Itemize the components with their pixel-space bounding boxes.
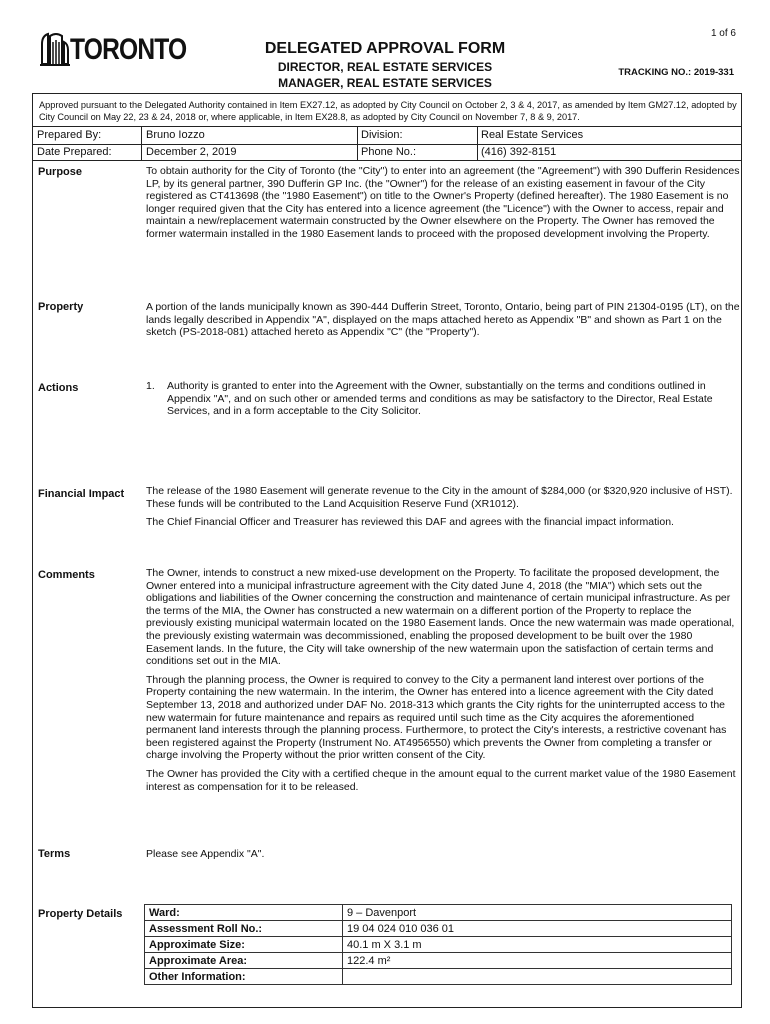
phone-value: (416) 392-8151 bbox=[481, 146, 557, 158]
property-detail-key: Approximate Area: bbox=[145, 953, 343, 969]
divider bbox=[141, 126, 142, 160]
tracking-number: TRACKING NO.: 2019-331 bbox=[618, 67, 734, 78]
property-detail-key: Assessment Roll No.: bbox=[145, 921, 343, 937]
form-frame bbox=[32, 93, 742, 1008]
property-label: Property bbox=[38, 301, 84, 313]
terms-text: Please see Appendix "A". bbox=[146, 848, 265, 860]
date-prepared-value: December 2, 2019 bbox=[146, 146, 237, 158]
purpose-text: To obtain authority for the City of Toronto (the "City") to enter into an agreement (the "Agreement") with 390 Dufferin Residences LP, by its general partner, 390 Dufferin GP Inc. (the "Owner") for the release of an existing easement in favour of the City registered as CT413698 (the "1980 Easement") on title to the Owner's Property (defined hereafter). The 1980 Easement is no longer required given that the City has entered into a licence agreement (the "Licence") with the Owner to access, repair and maintain a new/replacement watermain constructed by the Owner elsewhere on the Property. The Owner has removed the former watermain installed in the 1980 Easement lands to proceed with the proposed development involving the Property. bbox=[146, 165, 740, 240]
property-detail-value: 9 – Davenport bbox=[343, 905, 732, 921]
comments-paragraph: The Owner, intends to construct a new mixed-use development on the Property. To facilitate the proposed development, the Owner entered into a municipal infrastructure agreement with the City dated June 4, 2018 (the "MIA") which sets out the obligations and liabilities of the Owner concerning the construction and maintenance of certain municipal infrastructure. As per the terms of the MIA, the Owner has constructed a new watermain on a different portion of the Property to replace the previously existing municipal watermain located on the 1980 Easement lands. Once the new watermain was made operational, the previously existing watermain was decommissioned, enabling the proposed development to be built over the 1980 Easement lands. In the future, the City will take ownership of the new watermain upon the satisfaction of certain terms and conditions set out in the MIA. bbox=[146, 567, 735, 668]
table-row bbox=[145, 953, 732, 969]
comments-text bbox=[146, 567, 740, 799]
division-label: Division: bbox=[361, 129, 403, 141]
property-detail-key: Ward: bbox=[145, 905, 343, 921]
property-detail-key: Other Information: bbox=[145, 969, 343, 985]
form-title: DELEGATED APPROVAL FORM bbox=[264, 40, 506, 57]
financial-impact-paragraph: The Chief Financial Officer and Treasurer has reviewed this DAF and agrees with the financial impact information. bbox=[146, 516, 674, 529]
table-row bbox=[145, 969, 732, 985]
purpose-label: Purpose bbox=[38, 166, 83, 178]
prepared-by-value: Bruno Iozzo bbox=[146, 129, 205, 141]
financial-impact-label: Financial Impact bbox=[38, 488, 125, 500]
property-detail-value: 40.1 m X 3.1 m bbox=[343, 937, 732, 953]
division-value: Real Estate Services bbox=[481, 129, 584, 141]
property-details-label: Property Details bbox=[38, 908, 123, 920]
actions-item bbox=[146, 380, 740, 418]
property-detail-value: 19 04 024 010 036 01 bbox=[343, 921, 732, 937]
divider bbox=[477, 126, 478, 160]
comments-label: Comments bbox=[38, 569, 95, 581]
table-row bbox=[145, 937, 732, 953]
date-prepared-label: Date Prepared: bbox=[37, 146, 112, 158]
property-text: A portion of the lands municipally known as 390-444 Dufferin Street, Toronto, Ontario, being part of PIN 21304-0195 (LT), on the lands legally described in Appendix "A", displayed on the maps attached hereto as Appendix "B" and shown as Part 1 on the sketch (PS-2018-081) attached hereto as Appendix "C" (the "Property"). bbox=[146, 301, 740, 339]
terms-label: Terms bbox=[38, 848, 71, 860]
form-subtitle-director: DIRECTOR, REAL ESTATE SERVICES bbox=[277, 60, 493, 74]
actions-item-text: Authority is granted to enter into the Agreement with the Owner, substantially on the terms and conditions outlined in Appendix "A", and on such other or amended terms and conditions as may be satisfactory to the Director, Real Estate Services, and in a form acceptable to the City Solicitor. bbox=[167, 380, 713, 418]
financial-impact-text bbox=[146, 485, 740, 535]
form-subtitle-manager: MANAGER, REAL ESTATE SERVICES bbox=[278, 76, 492, 90]
property-details-table bbox=[144, 904, 732, 985]
divider bbox=[33, 126, 741, 127]
actions-item-number: 1. bbox=[146, 380, 155, 392]
divider bbox=[357, 126, 358, 160]
prepared-by-label: Prepared By: bbox=[37, 129, 102, 141]
financial-impact-paragraph: The release of the 1980 Easement will generate revenue to the City in the amount of $284,000 (or $320,920 inclusive of HST). These funds will be contributed to the Land Acquisition Reserve Fund (XR1012). bbox=[146, 485, 733, 510]
phone-label: Phone No.: bbox=[361, 146, 417, 158]
page-number: 1 of 6 bbox=[710, 28, 736, 39]
table-row bbox=[145, 921, 732, 937]
actions-label: Actions bbox=[38, 382, 79, 394]
approval-authority-text: Approved pursuant to the Delegated Authority contained in Item EX27.12, as adopted by City Council on October 2, 3 & 4, 2017, as amended by Item GM27.12, adopted by City Council on May 22, 23 & 24, 2018 or, where applicable, in Item EX28.8, as adopted by City Council on November 7, 8 & 9, 2017. bbox=[39, 100, 737, 122]
property-detail-value bbox=[343, 969, 732, 985]
divider bbox=[33, 160, 741, 161]
logo-wordmark: TORONTO bbox=[70, 33, 187, 66]
comments-paragraph: The Owner has provided the City with a certified cheque in the amount equal to the current market value of the 1980 Easement interest as compensation for it to be released. bbox=[146, 767, 736, 793]
table-row bbox=[145, 905, 732, 921]
comments-paragraph: Through the planning process, the Owner is required to convey to the City a permanent land interest over portions of the Property containing the new watermain. In the interim, the Owner has entered into a licence agreement with the City dated September 13, 2018 and authorized under DAF No. 2018-313 which grants the City rights for the uninterrupted access to the new watermain for future maintenance and repairs as required until such time as the City acquires the aforementioned permanent land interests through the planning process. Furthermore, to protect the City's interests, a restrictive covenant has been registered against the Property (Instrument No. AT4956550) which prevents the Owner from completing a transfer or charge involving the Property without the prior written consent of the City. bbox=[146, 673, 727, 762]
divider bbox=[33, 144, 741, 145]
property-detail-key: Approximate Size: bbox=[145, 937, 343, 953]
property-detail-value: 122.4 m² bbox=[343, 953, 732, 969]
